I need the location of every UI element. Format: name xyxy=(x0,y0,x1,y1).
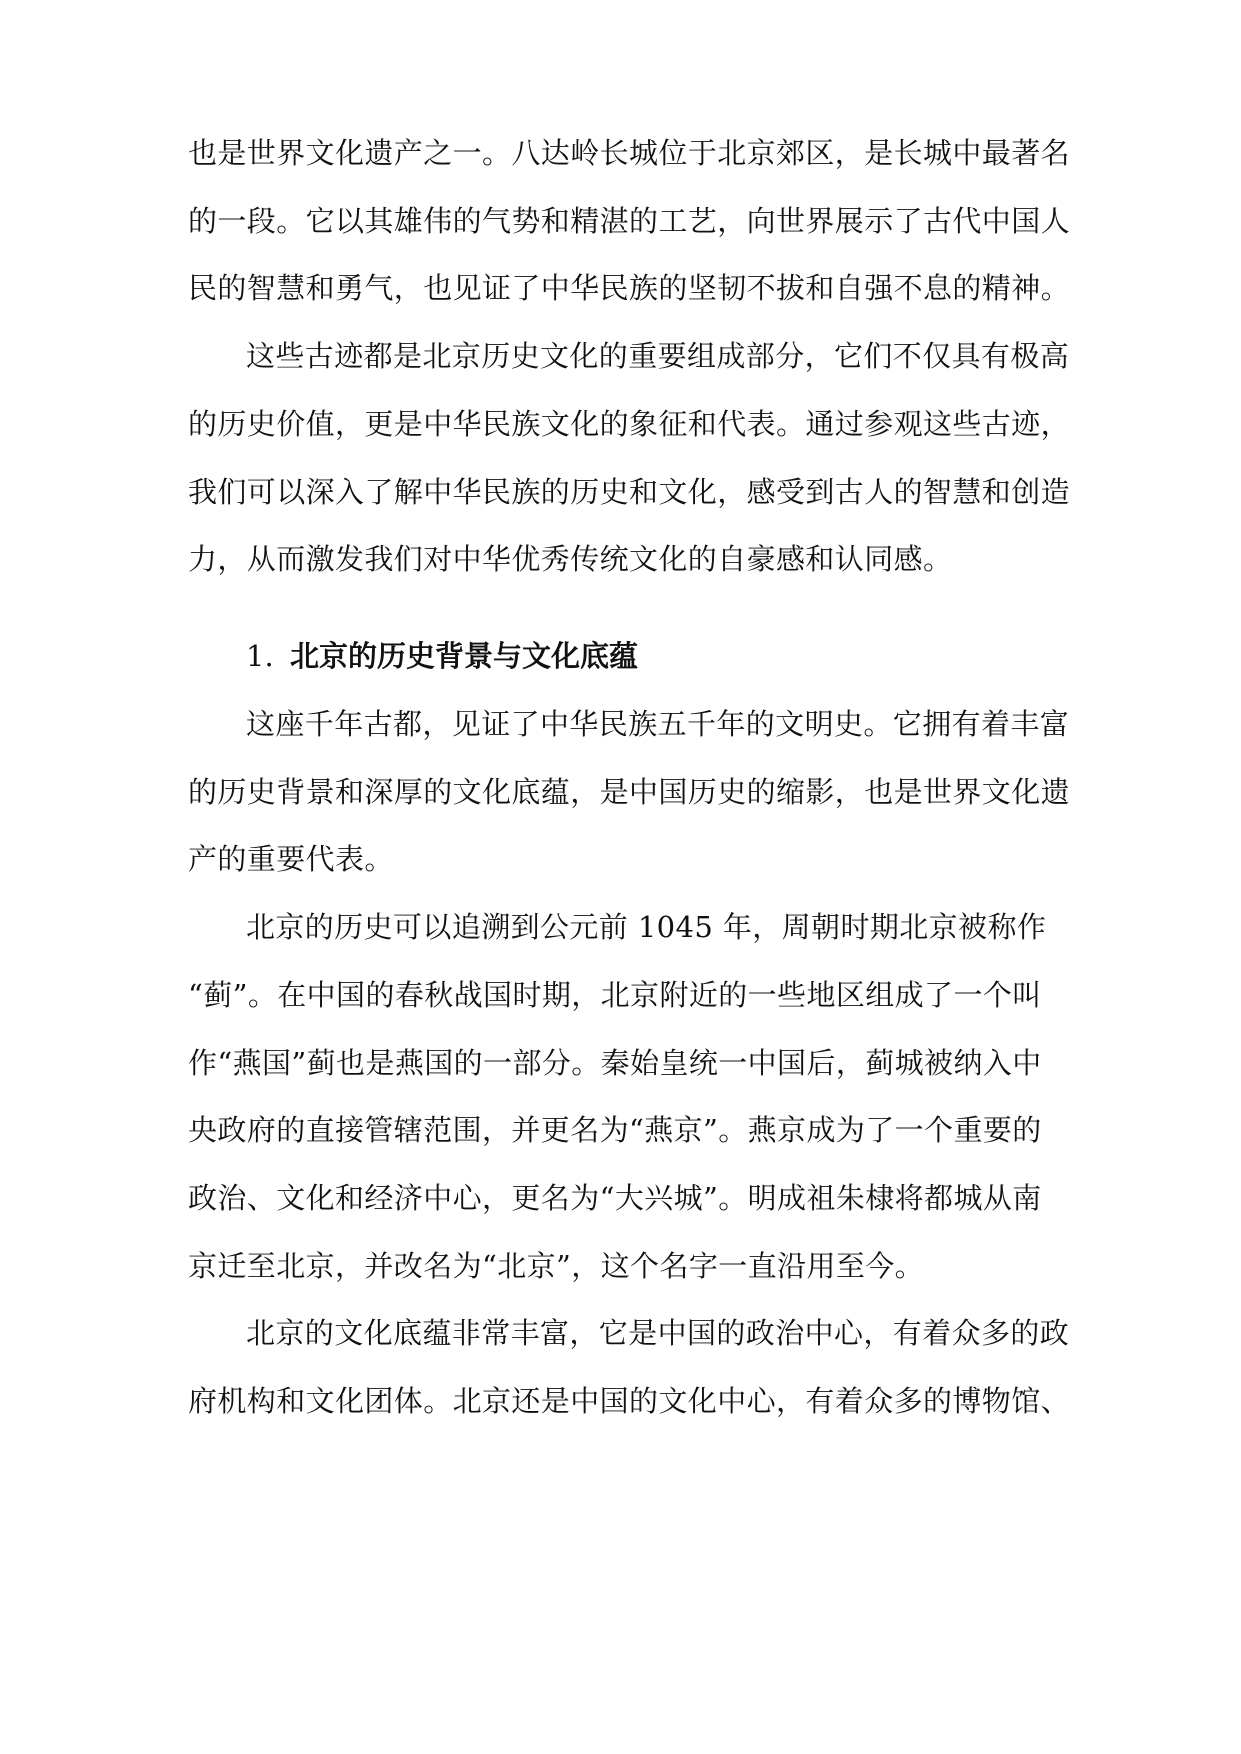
paragraph-line: 的历史价值，更是中华民族文化的象征和代表。通过参观这些古迹， xyxy=(188,407,1071,441)
paragraph-line: 京迁至北京，并改名为“北京”，这个名字一直沿用至今。 xyxy=(188,1249,925,1283)
paragraph-line: 我们可以深入了解中华民族的历史和文化，感受到古人的智慧和创造 xyxy=(188,475,1071,509)
section-number: 1. xyxy=(246,639,274,673)
paragraph-line: 作“燕国”蓟也是燕国的一部分。秦始皇统一中国后，蓟城被纳入中 xyxy=(188,1046,1042,1080)
section-title: 北京的历史背景与文化底蕴 xyxy=(290,639,639,673)
paragraph-line: 这些古迹都是北京历史文化的重要组成部分，它们不仅具有极高 xyxy=(246,339,1070,373)
paragraph-line: 也是世界文化遗产之一。八达岭长城位于北京郊区，是长城中最著名 xyxy=(188,136,1071,170)
paragraph-line: 北京的文化底蕴非常丰富，它是中国的政治中心，有着众多的政 xyxy=(246,1316,1070,1350)
paragraph-line: 的一段。它以其雄伟的气势和精湛的工艺，向世界展示了古代中国人 xyxy=(188,204,1071,238)
paragraph-line: 民的智慧和勇气，也见证了中华民族的坚韧不拔和自强不息的精神。 xyxy=(188,271,1071,305)
paragraph-line: 府机构和文化团体。北京还是中国的文化中心，有着众多的博物馆、 xyxy=(188,1384,1071,1418)
paragraph-line: 北京的历史可以追溯到公元前 1045 年，周朝时期北京被称作 xyxy=(246,910,1047,944)
paragraph-line: 央政府的直接管辖范围，并更名为“燕京”。燕京成为了一个重要的 xyxy=(188,1113,1042,1147)
paragraph-line: 的历史背景和深厚的文化底蕴，是中国历史的缩影，也是世界文化遗 xyxy=(188,775,1071,809)
paragraph-line: “蓟”。在中国的春秋战国时期，北京附近的一些地区组成了一个叫 xyxy=(188,978,1042,1012)
section-heading xyxy=(246,636,1046,676)
paragraph-line: 产的重要代表。 xyxy=(188,842,394,876)
paragraph-line: 政治、文化和经济中心，更名为“大兴城”。明成祖朱棣将都城从南 xyxy=(188,1181,1042,1215)
paragraph-line: 力，从而激发我们对中华优秀传统文化的自豪感和认同感。 xyxy=(188,542,953,576)
paragraph-line: 这座千年古都，见证了中华民族五千年的文明史。它拥有着丰富 xyxy=(246,707,1070,741)
